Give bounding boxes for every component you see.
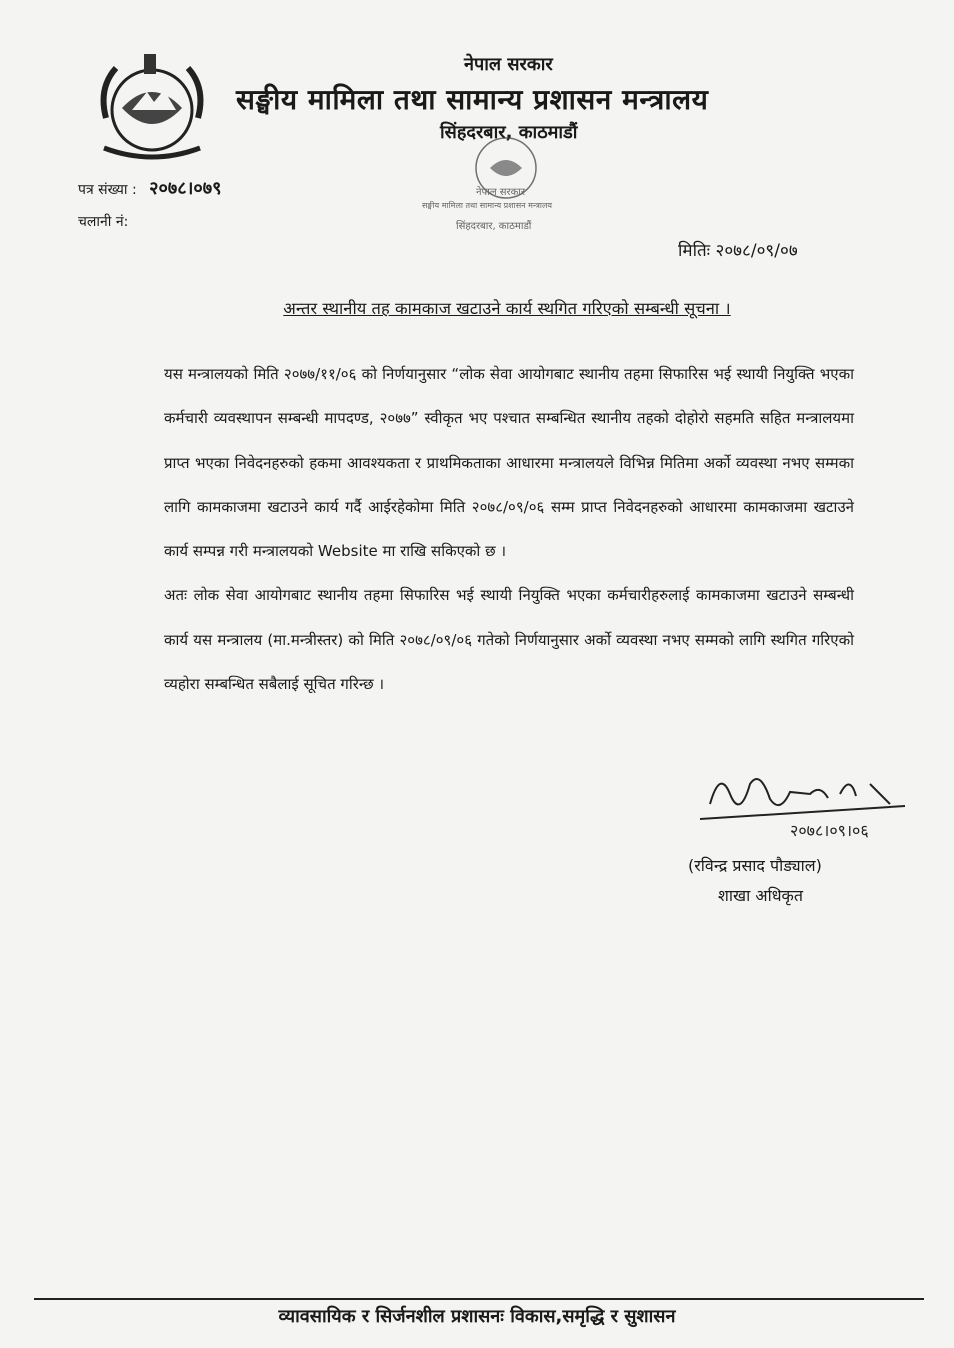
nepal-emblem-icon xyxy=(92,48,212,170)
footer-divider xyxy=(34,1298,924,1300)
signature-date: २०७८।०९।०६ xyxy=(790,821,869,840)
handwritten-signature xyxy=(700,764,920,854)
body-paragraph-2: अतः लोक सेवा आयोगबाट स्थानीय तहमा सिफारिस भई स्थायी नियुक्ति भएका कर्मचारीहरुलाई कामकाजमा खटाउने सम्बन्धी कार्य यस मन्त्रालय (मा.मन्त्रीस्तर) को मिति २०७८/०९/०६ गतेको निर्णयानुसार अर्को व्यवस्था नभए सम्मको लागि स्थगित गरिएको व्यहोरा सम्बन्धित सबैलाई सूचित गरिन्छ । xyxy=(164,586,854,694)
ministry-address: सिंहदरबार, काठमाडौं xyxy=(440,122,578,143)
stamp-line-3: सिंहदरबार, काठमाडौं xyxy=(456,221,532,232)
stamp-line-2: सङ्घीय मामिला तथा सामान्य प्रशासन मन्त्रालय xyxy=(422,201,553,210)
ministry-name: सङ्घीय मामिला तथा सामान्य प्रशासन मन्त्रालय xyxy=(236,83,709,116)
dispatch-number-label: चलानी नं: xyxy=(78,214,129,230)
letter-subject: अन्तर स्थानीय तह कामकाज खटाउने कार्य स्थगित गरिएको सम्बन्धी सूचना । xyxy=(283,299,731,318)
body-paragraph-1: यस मन्त्रालयको मिति २०७७/११/०६ को निर्णयानुसार “लोक सेवा आयोगबाट स्थानीय तहमा सिफारिस भई स्थायी नियुक्ति भएका कर्मचारी व्यवस्थापन सम्बन्धी मापदण्ड, २०७७” स्वीकृत भए पश्चात सम्बन्धित स्थानीय तहको दोहोरो सहमति सहित मन्त्रालयमा प्राप्त भएका निवेदनहरुको हकमा आवश्यकता र प्राथमिकताका आधारमा मन्त्रालयले विभिन्न मितिमा अर्को व्यवस्था नभए सम्मका लागि कामकाजमा खटाउने कार्य गर्दै आईरहेकोमा मिति २०७८/०९/०६ सम्म प्राप्त निवेदनहरुको आधारमा कामकाजमा खटाउने कार्य सम्पन्न गरी मन्त्रालयको Website मा राखि सकिएको छ । xyxy=(164,365,854,561)
official-stamp xyxy=(420,128,590,238)
letter-body xyxy=(164,352,854,706)
dispatch-number xyxy=(78,212,128,231)
letter-number xyxy=(78,176,222,200)
stamp-line-1: नेपाल सरकार xyxy=(476,187,525,198)
signer-name: (रविन्द्र प्रसाद पौड्याल) xyxy=(688,856,822,875)
letter-date: मितिः २०७८/०९/०७ xyxy=(678,241,798,261)
government-name: नेपाल सरकार xyxy=(464,54,553,75)
signer-role: शाखा अधिकृत xyxy=(718,886,803,905)
signature-icon xyxy=(700,764,920,854)
letter-number-label: पत्र संख्या : xyxy=(78,182,137,198)
letter-number-value: २०७८।०७९ xyxy=(149,178,222,199)
footer-motto: व्यावसायिक र सिर्जनशील प्रशासनः विकास,समृद्धि र सुशासन xyxy=(278,1306,676,1327)
